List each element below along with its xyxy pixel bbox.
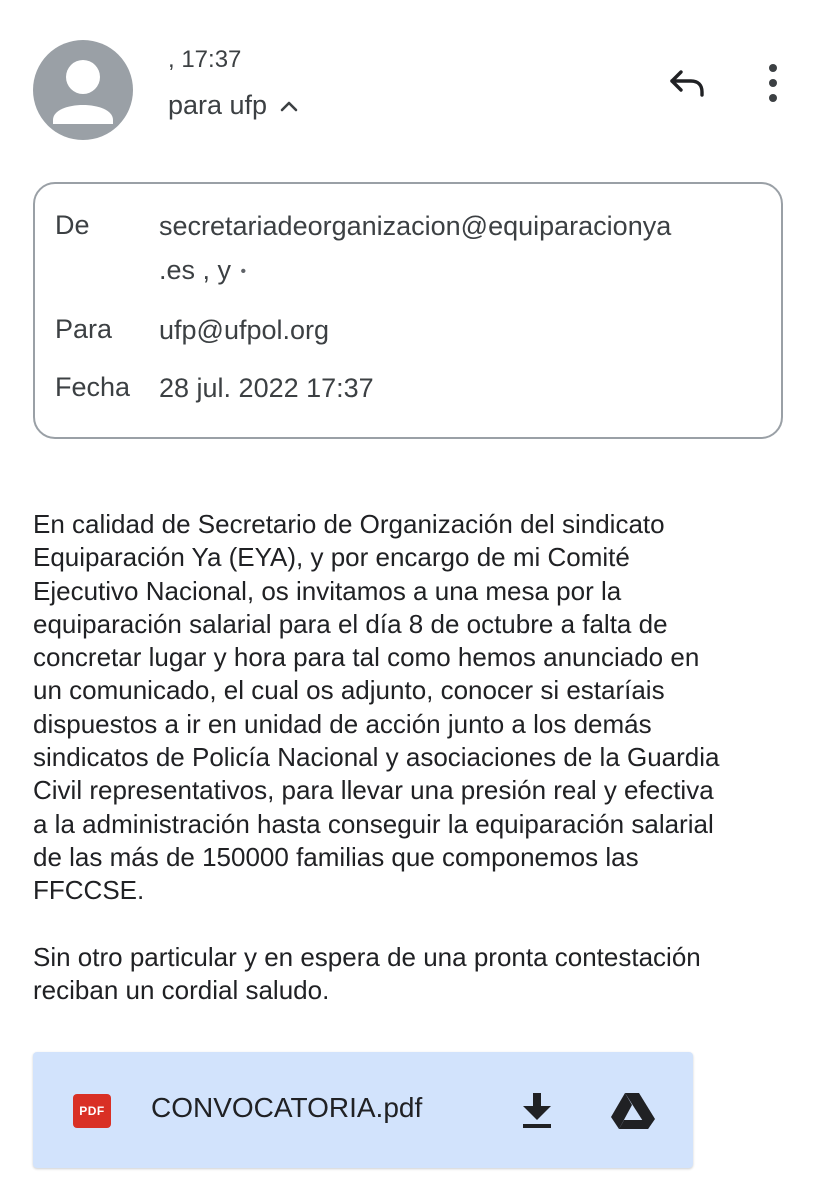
person-avatar-icon xyxy=(33,40,133,140)
body-line: sindicatos de Policía Nacional y asociaciones de la Guardia xyxy=(33,742,720,773)
body-line: En calidad de Secretario de Organización del sindicato xyxy=(33,509,665,539)
chevron-up-icon xyxy=(279,99,299,113)
date-value: 28 jul. 2022 17:37 xyxy=(159,373,374,403)
body-line: un comunicado, el cual os adjunto, conocer si estaríais xyxy=(33,675,665,706)
to-value[interactable]: ufp@ufpol.org xyxy=(159,315,330,345)
more-vert-icon xyxy=(768,63,778,103)
date-label: Fecha xyxy=(55,372,131,402)
from-label: De xyxy=(55,210,90,240)
body-line: Civil representativos, para llevar una presión real y efectiva xyxy=(33,775,714,806)
body-line: concretar lugar y hora para tal como hemos anunciado en xyxy=(33,642,700,673)
body-line: FFCCSE. xyxy=(33,875,145,906)
google-drive-icon xyxy=(609,1090,657,1130)
body-line: equiparación salarial para el día 8 de octubre a falta de xyxy=(33,608,668,639)
body-line: Sin otro particular y en espera de una pronta contestación xyxy=(33,941,701,972)
from-address-line1[interactable]: secretariadeorganizacion@equiparacionya xyxy=(159,211,672,241)
download-button[interactable] xyxy=(513,1086,561,1134)
body-paragraph-2 xyxy=(33,941,793,1008)
to-label: Para xyxy=(55,314,113,344)
from-address-line2 xyxy=(159,248,759,294)
body-line: a la administración hasta conseguir la equiparación salarial xyxy=(33,808,714,839)
email-body xyxy=(33,508,793,1007)
sender-time: , 17:37 xyxy=(168,46,242,73)
attachment-chip[interactable] xyxy=(33,1052,693,1168)
body-paragraph-1 xyxy=(33,508,793,908)
body-line: de las más de 150000 familias que componemos las xyxy=(33,841,639,872)
from-value xyxy=(159,204,759,294)
attachment-file-name: CONVOCATORIA.pdf xyxy=(151,1092,423,1123)
body-line: dispuestos a ir en unidad de acción junto a los demás xyxy=(33,708,652,739)
avatar[interactable] xyxy=(33,40,133,140)
body-line: reciban un cordial saludo. xyxy=(33,974,330,1005)
recipient-summary: para ufp xyxy=(168,90,268,120)
more-options-button[interactable] xyxy=(750,56,796,110)
recipient-toggle[interactable] xyxy=(168,90,299,121)
download-icon xyxy=(521,1091,553,1129)
body-line: Equiparación Ya (EYA), y por encargo de mi Comité xyxy=(33,542,630,573)
pdf-file-icon: PDF xyxy=(73,1094,111,1128)
body-line: Ejecutivo Nacional, os invitamos a una mesa por la xyxy=(33,575,622,606)
save-to-drive-button[interactable] xyxy=(605,1086,661,1134)
reply-icon xyxy=(667,67,707,99)
more-senders-dot: • xyxy=(240,262,247,280)
from-address-suffix[interactable]: .es , y xyxy=(159,255,232,285)
message-details xyxy=(33,182,783,439)
reply-button[interactable] xyxy=(662,58,712,108)
